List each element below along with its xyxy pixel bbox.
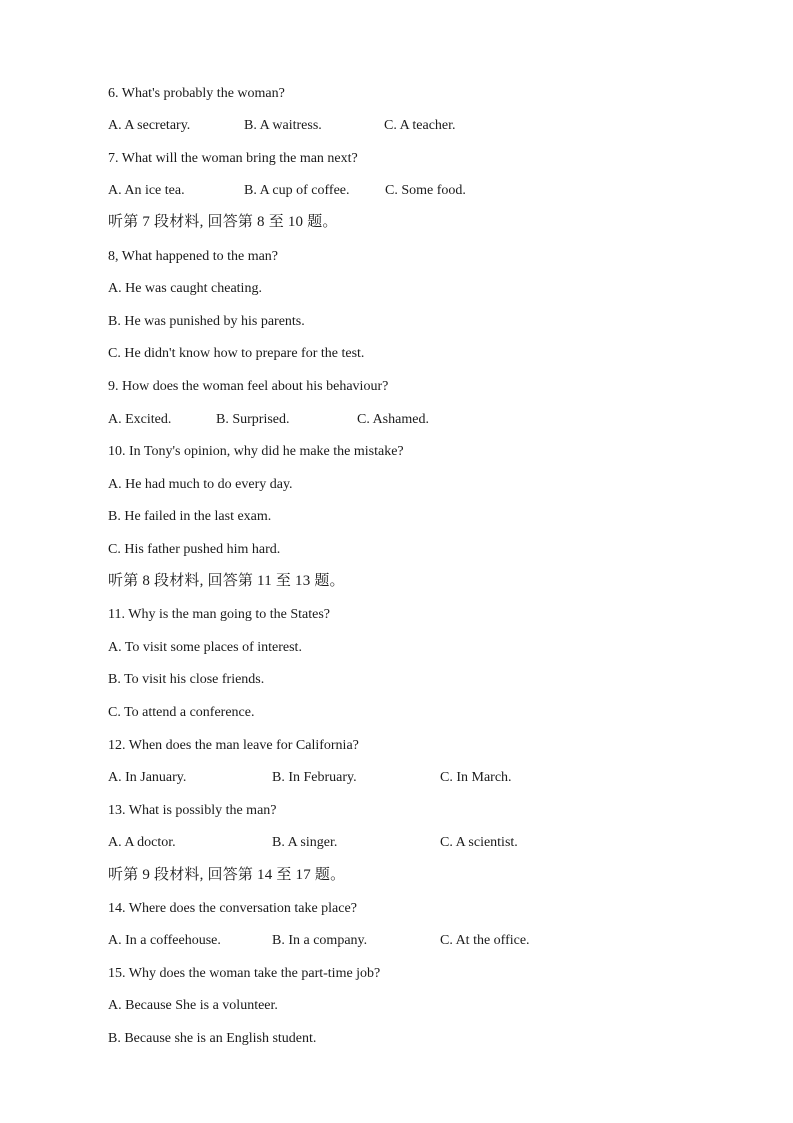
question-7: 7. What will the woman bring the man next?	[108, 151, 358, 166]
option-b: B. A waitress.	[244, 118, 322, 133]
option-a: A. A doctor.	[108, 835, 176, 850]
option-c: C. A scientist.	[440, 835, 518, 850]
option-a: A. In a coffeehouse.	[108, 933, 221, 948]
option-c: C. A teacher.	[384, 118, 456, 133]
option-a: A. Excited.	[108, 412, 172, 427]
question-11-option-c: C. To attend a conference.	[108, 705, 255, 720]
question-6: 6. What's probably the woman?	[108, 86, 285, 101]
option-c: C. Ashamed.	[357, 412, 429, 427]
question-15-option-a: A. Because She is a volunteer.	[108, 998, 278, 1013]
section-heading-9: 听第 9 段材料, 回答第 14 至 17 题。	[108, 867, 346, 883]
question-8-option-a: A. He was caught cheating.	[108, 281, 262, 296]
question-8-option-c: C. He didn't know how to prepare for the test.	[108, 346, 365, 361]
option-b: B. In February.	[272, 770, 357, 785]
option-b: B. A cup of coffee.	[244, 183, 350, 198]
option-c: C. At the office.	[440, 933, 530, 948]
question-11-option-a: A. To visit some places of interest.	[108, 640, 302, 655]
option-b: B. Surprised.	[216, 412, 290, 427]
question-8: 8, What happened to the man?	[108, 249, 279, 264]
option-a: A. A secretary.	[108, 118, 191, 133]
question-9: 9. How does the woman feel about his behaviour?	[108, 379, 389, 394]
question-12: 12. When does the man leave for California?	[108, 738, 359, 753]
question-10-option-a: A. He had much to do every day.	[108, 477, 293, 492]
question-14: 14. Where does the conversation take place?	[108, 901, 357, 916]
question-8-option-b: B. He was punished by his parents.	[108, 314, 305, 329]
option-b: B. In a company.	[272, 933, 368, 948]
question-11: 11. Why is the man going to the States?	[108, 607, 331, 622]
question-10-option-b: B. He failed in the last exam.	[108, 509, 272, 524]
option-a: A. In January.	[108, 770, 187, 785]
question-15-option-b: B. Because she is an English student.	[108, 1031, 317, 1046]
question-11-option-b: B. To visit his close friends.	[108, 672, 265, 687]
question-13: 13. What is possibly the man?	[108, 803, 277, 818]
section-heading-8: 听第 8 段材料, 回答第 11 至 13 题。	[108, 573, 345, 589]
question-15: 15. Why does the woman take the part-time job?	[108, 966, 381, 981]
question-10: 10. In Tony's opinion, why did he make the mistake?	[108, 444, 404, 459]
option-c: C. Some food.	[385, 183, 466, 198]
option-a: A. An ice tea.	[108, 183, 185, 198]
section-heading-7: 听第 7 段材料, 回答第 8 至 10 题。	[108, 214, 338, 230]
option-c: C. In March.	[440, 770, 512, 785]
option-b: B. A singer.	[272, 835, 338, 850]
question-10-option-c: C. His father pushed him hard.	[108, 542, 281, 557]
